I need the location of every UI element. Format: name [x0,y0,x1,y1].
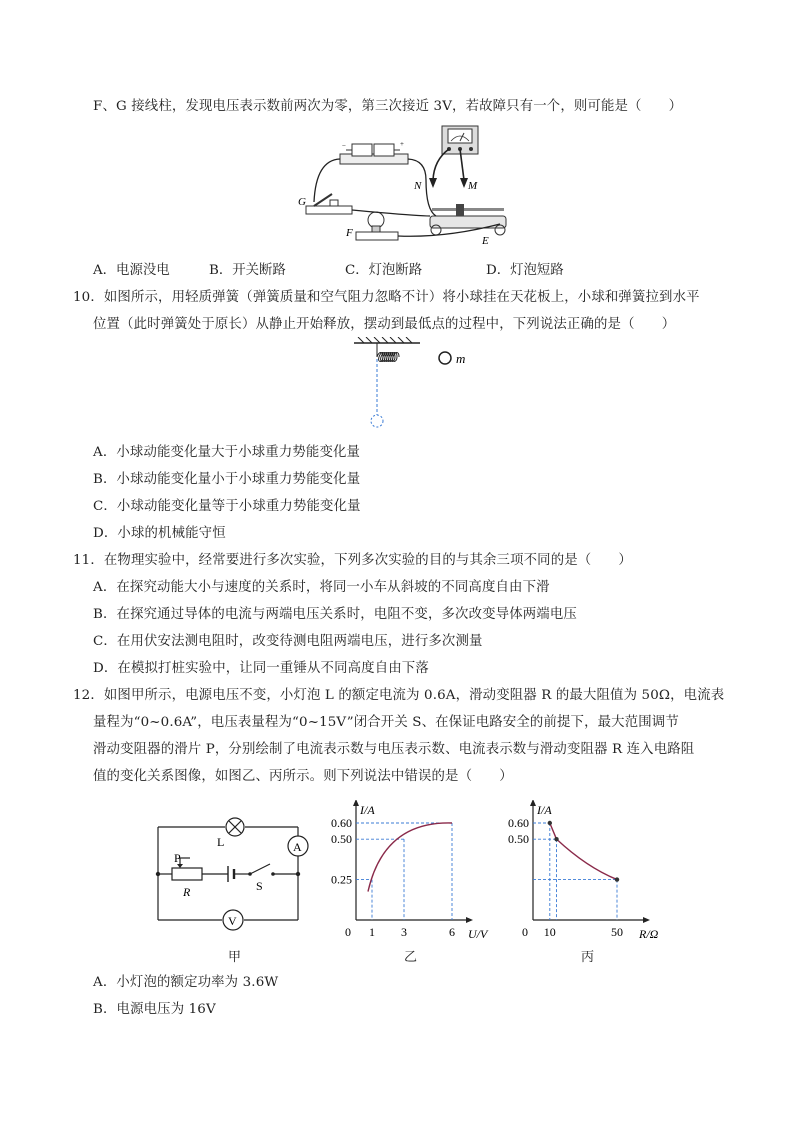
q12-stem-line2: 量程为“0~0.6A”，电压表量程为“0~15V”闭合开关 S、在保证电路安全的前提下，最大范围调节 [93,715,679,730]
q10-option-d: D．小球的机械能守恒 [93,526,226,541]
x-tick-label: 10 [543,925,556,939]
q10-option-c: C．小球动能变化量等于小球重力势能变化量 [93,499,361,514]
rheostat-label: R [183,885,191,899]
switch-label: S [256,879,263,893]
q10-stem-line2: 位置（此时弹簧处于原长）从静止开始释放，摆动到最低点的过程中，下列说法正确的是（ ） [93,317,676,332]
data-point [548,821,552,825]
y-axis-label: I/A [537,803,552,817]
chart-yi [318,800,498,949]
q9-stem-tail: F、G 接线柱，发现电压表示数前两次为零，第三次接近 3V，若故障只有一个，则可能是（ ） [93,99,683,114]
lamp-symbol [226,818,244,836]
y-tick-label: 0.50 [508,832,529,847]
label-n: N [414,180,422,192]
q11-stem: 11．在物理实验中，经常要进行多次实验，下列多次实验的目的与其余三项不同的是（ ） [73,553,632,568]
q12-stem-line4: 值的变化关系图像，如图乙、丙所示。则下列说法中错误的是（ ） [93,769,513,784]
x-tick-label: 3 [401,925,407,939]
data-point [615,877,619,881]
q9-option-c: C．灯泡断路 [345,263,423,278]
label-g: G [298,196,306,208]
q10-option-a: A．小球动能变化量大于小球重力势能变化量 [93,445,361,460]
lamp-label: L [217,835,225,849]
x-axis-label: U/V [468,927,488,941]
x-tick-label: 6 [449,925,455,939]
caption-bing: 丙 [581,950,595,965]
q12-option-a: A．小灯泡的额定功率为 3.6W [93,975,279,990]
ball-bottom [371,415,383,427]
y-tick-label: 0.60 [508,816,529,830]
q9-option-d: D．灯泡短路 [486,263,564,278]
label-m: M [468,180,478,192]
y-axis-label: I/A [360,803,375,817]
x-tick-label: 0 [522,925,528,939]
q11-option-c: C．在用伏安法测电阻时，改变待测电阻两端电压，进行多次测量 [93,634,483,649]
rheostat-symbol [172,868,202,880]
caption-yi: 乙 [404,950,418,965]
q9-option-a: A．电源没电 [93,263,170,278]
data-curve [368,823,452,892]
label-f: F [346,227,353,239]
x-axis-label: R/Ω [639,927,659,941]
x-axis-arrow [643,917,650,923]
chart-bing [495,800,675,949]
y-axis-arrow [530,800,536,806]
q11-option-d: D．在模拟打桩实验中，让同一重锤从不同高度自由下落 [93,661,429,676]
q10-spring-figure [350,337,480,436]
x-axis-arrow [466,917,473,923]
caption-jia: 甲 [228,950,242,965]
q12-stem-line3: 滑动变阻器的滑片 P，分别绘制了电流表示数与电压表示数、电流表示数与滑动变阻器 R 连入电路阻 [93,742,695,757]
spring-coil [377,353,399,362]
y-tick-label: 0.25 [331,872,352,887]
data-curve [550,823,617,880]
x-tick-label: 1 [369,925,375,939]
q11-option-a: A．在探究动能大小与速度的关系时，将同一小车从斜坡的不同高度自由下滑 [93,580,550,595]
y-axis-arrow [353,800,359,806]
slider-label: P [174,851,181,865]
battery-pack-icon [340,140,408,164]
q12-circuit-diagram [150,812,315,936]
q10-option-b: B．小球动能变化量小于小球重力势能变化量 [93,472,361,487]
q9-option-b: B．开关断路 [209,263,286,278]
x-tick-label: 50 [611,925,623,939]
ball-top [439,352,451,364]
voltmeter-label: V [228,914,237,928]
q12-option-b: B．电源电压为 16V [93,1002,216,1017]
data-point [554,837,558,841]
ammeter-label: A [293,840,302,854]
y-tick-label: 0.50 [331,832,352,847]
switch-icon [306,194,352,214]
mass-label: m [456,351,466,366]
q11-option-b: B．在探究通过导体的电流与两端电压关系时，电阻不变，多次改变导体两端电压 [93,607,577,622]
svg-text:+: + [400,140,404,148]
bulb-icon [356,212,398,240]
x-tick-label: 0 [345,925,351,939]
q10-stem-line1: 10．如图所示，用轻质弹簧（弹簧质量和空气阻力忽略不计）将小球挂在天花板上，小球和弹簧拉到水平 [73,290,700,305]
q12-stem-line1: 12．如图甲所示，电源电压不变，小灯泡 L 的额定电流为 0.6A，滑动变阻器 R 的最大阻值为 50Ω，电流表 [73,688,725,703]
y-tick-label: 0.60 [331,816,352,830]
q9-apparatus-figure [296,120,556,259]
label-e: E [482,235,489,247]
svg-text:−: − [342,142,346,150]
